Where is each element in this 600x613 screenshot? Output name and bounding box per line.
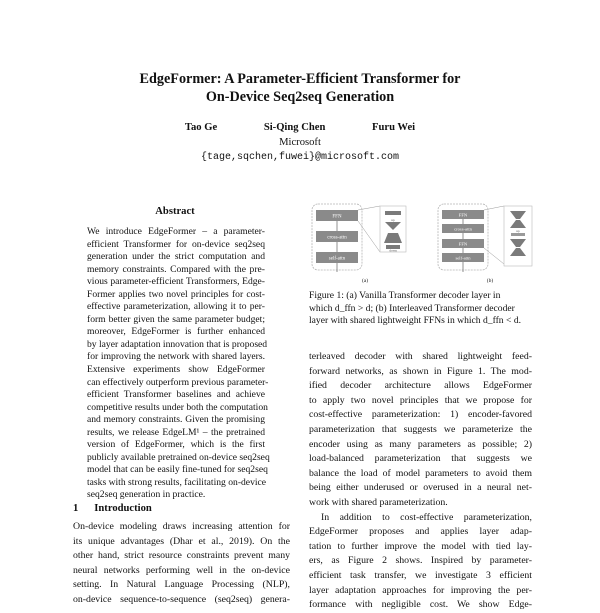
abstract-line: tasks with strong results, facilitating on-device — [87, 476, 267, 488]
abstract-line: efficient Transformer for on-device seq2seq — [87, 238, 265, 250]
abstract-line: generation under the strict computation and — [87, 251, 265, 263]
body-line: load-balanced parameterization that suggests we — [309, 453, 532, 465]
intro-line: on-device sequence-to-sequence (seq2seq) genera- — [73, 593, 290, 605]
abstract-line: version of EdgeFormer, which is the first — [87, 439, 265, 451]
body-line: tation to further improve the model with tied lay- — [309, 540, 532, 552]
right-column-body — [309, 350, 532, 613]
introduction-body — [73, 520, 290, 607]
caption-line: layer with shared lightweight FFNs in which d_ffn < d. — [309, 315, 522, 327]
abstract-line: by layer adaptation innovation that is proposed — [87, 338, 268, 350]
figure-1 — [308, 202, 534, 286]
abstract-line: and memory constraints. Given the promising — [87, 414, 265, 426]
body-line: ers, as Figure 2 shows. Inspired by parameter- — [309, 555, 532, 567]
body-line: work with shared parameterization. — [309, 496, 448, 508]
abstract-line: model that can be easily fine-tuned for seq2seq — [87, 464, 268, 476]
affiliation: Microsoft — [279, 137, 321, 148]
section-title: Introduction — [94, 503, 152, 514]
section-heading — [73, 503, 168, 514]
abstract-line: We introduce EdgeFormer – a parameter- — [87, 226, 265, 237]
intro-line: neural networks performing well in the on-device — [73, 564, 290, 576]
body-line: EdgeFormer proposes and applies layer adap- — [309, 526, 532, 538]
intro-line: other hand, strict resource constraints prevent many — [73, 550, 290, 561]
abstract-body — [87, 226, 270, 502]
abstract-line: for improving the network with shared layers. — [87, 351, 265, 363]
abstract-line: competitive results under both the computation — [87, 401, 268, 413]
intro-line: its unique advantages (Dhar et al., 2019). On the — [73, 535, 290, 547]
abstract-line: efficient Transformer baselines and achieve — [87, 389, 265, 401]
caption-line: which d_ffn > d; (b) Interleaved Transformer decoder — [309, 302, 515, 314]
body-line: to apply two novel principles that we propose for — [309, 394, 532, 406]
abstract-line: form better given the same parameter budget; — [87, 313, 265, 325]
author-name: Tao Ge — [184, 122, 218, 133]
intro-line: setting. In Natural Language Processing (NLP), — [73, 579, 290, 590]
figure-caption — [309, 290, 532, 328]
abstract-line: results, we release EdgeLM¹ – the pretrained — [87, 426, 265, 438]
section-number: 1 — [73, 503, 79, 514]
abstract-line: can effectively outperform previous parameter- — [87, 376, 269, 388]
body-line: efficient task transfer, we investigate 3 efficient — [309, 569, 532, 581]
paper-title-line-1: EdgeFormer: A Parameter-Efficient Transformer for — [139, 71, 461, 87]
abstract-line: moreover, EdgeFormer is further enhanced — [87, 326, 265, 338]
body-line: formance with negligible cost. We show Edge- — [309, 599, 532, 611]
block-label: up — [516, 229, 520, 233]
abstract-line: effective parameterization, allowing it to per- — [87, 301, 265, 313]
abstract-line: publicly available pretrained on-device seq2seq — [87, 451, 270, 463]
block-label: self-attn — [328, 256, 346, 262]
body-line: layer adaptation approaches for improving the per- — [309, 584, 532, 596]
paper-title-line-2: On-Device Seq2seq Generation — [205, 89, 395, 105]
caption-line: Figure 1: (a) Vanilla Transformer decoder layer in — [309, 290, 501, 301]
body-line: being either underused or overused in a neural net- — [309, 482, 532, 494]
block-label: FFN — [458, 212, 468, 218]
abstract-heading: Abstract — [155, 206, 195, 217]
block-label: up — [391, 218, 395, 222]
abstract-line: memory constraints. Compared with the pre- — [87, 263, 265, 275]
block-label: FFN — [332, 214, 342, 220]
author-name: Si-Qing Chen — [263, 122, 326, 133]
body-line: In addition to cost-effective parameterization, — [321, 511, 532, 523]
abstract-line: seq2seq generation in practice. — [87, 489, 206, 501]
intro-line: On-device modeling draws increasing attention for — [73, 521, 290, 532]
block-label: cross-attn — [327, 235, 347, 241]
abstract-line: Former applies two novel principles for cost- — [87, 288, 265, 300]
figure-1-diagram — [308, 202, 534, 286]
block-label: self-attn — [455, 255, 471, 261]
abstract-line: vious parameter-efficient Transformers, Edge- — [87, 276, 265, 288]
body-line: ified decoder architecture allows EdgeFormer — [309, 380, 532, 392]
body-line: terleaved decoder with shared lightweight feed- — [309, 351, 532, 362]
body-line: balance the load of model parameters to avoid them — [309, 467, 532, 479]
body-line: forward networks, as shown in Figure 1. The mod- — [309, 365, 532, 377]
body-line: parameterization that suggests we parameterize the — [309, 423, 532, 435]
body-line: cost-effective parameterization: 1) encoder-favored — [309, 409, 532, 421]
block-label: FFN — [458, 241, 468, 247]
block-label: down — [389, 248, 397, 253]
body-line: encoder using as many parameters as possible; 2) — [309, 438, 532, 450]
panel-label-b: (b) — [486, 278, 494, 284]
panel-label-a: (a) — [361, 278, 369, 284]
author-name: Furu Wei — [372, 122, 416, 133]
abstract-line: Extensive experiments show EdgeFormer — [87, 364, 265, 376]
block-label: cross-attn — [454, 226, 472, 232]
author-list — [0, 121, 600, 135]
author-email: {tage,sqchen,fuwei}@microsoft.com — [200, 152, 400, 163]
